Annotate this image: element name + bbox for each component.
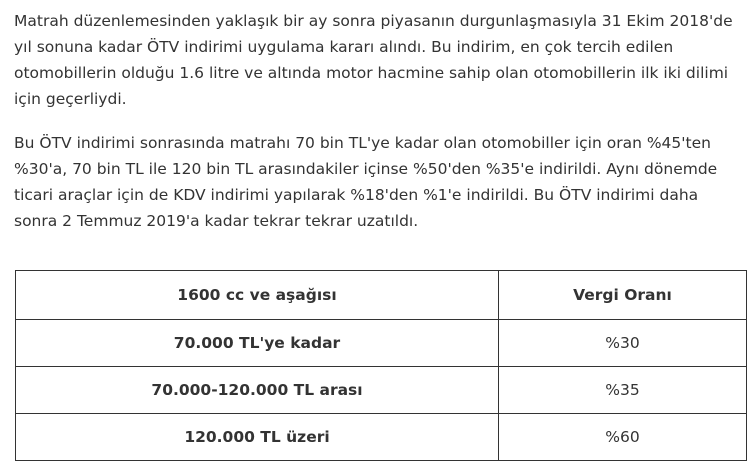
table-row <box>16 320 747 367</box>
table-header-row <box>16 271 747 320</box>
price-range-cell: 70.000-120.000 TL arası <box>16 367 499 414</box>
tax-rate-cell: %35 <box>499 367 747 414</box>
paragraph-otv-indirimi: Bu ÖTV indirimi sonrasında matrahı 70 bin TL'ye kadar olan otomobiller için oran %45'ten %30'a, 70 bin TL ile 120 bin TL arasındakiler içinse %50'den %35'e indirildi. Aynı dönemde ticari araçlar için de KDV indirimi yapılarak %18'den %1'e indirildi. Bu ÖTV indirimi daha sonra 2 Temmuz 2019'a kadar tekrar tekrar uzatıldı. <box>14 134 718 230</box>
table-row <box>16 367 747 414</box>
paragraph-matrah-duzenlemesi: Matrah düzenlemesinden yaklaşık bir ay sonra piyasanın durgunlaşmasıyla 31 Ekim 2018'de yıl sonuna kadar ÖTV indirimi uygulama kararı alındı. Bu indirim, en çok tercih edilen otomobillerin olduğu 1.6 litre ve altında motor hacmine sahip olan otomobillerin ilk iki dilimi için geçerliydi. <box>14 12 733 108</box>
table-row <box>16 414 747 461</box>
tax-rate-cell: %60 <box>499 414 747 461</box>
column-header-tax-rate: Vergi Oranı <box>499 271 747 320</box>
article-body <box>14 8 740 234</box>
tax-rate-cell: %30 <box>499 320 747 367</box>
tax-rate-table <box>15 270 747 461</box>
price-range-cell: 70.000 TL'ye kadar <box>16 320 499 367</box>
column-header-engine-size: 1600 cc ve aşağısı <box>16 271 499 320</box>
price-range-cell: 120.000 TL üzeri <box>16 414 499 461</box>
